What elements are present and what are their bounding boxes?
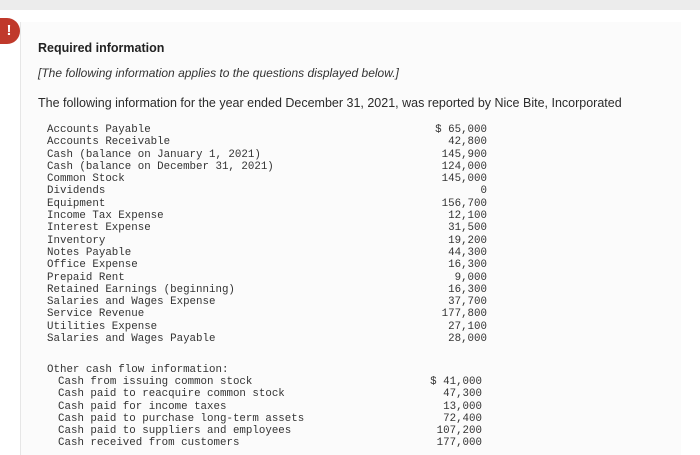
- row-label: Cash paid to purchase long-term assets: [58, 412, 305, 425]
- row-value: 72,400: [443, 412, 482, 425]
- row-label: Cash paid to reacquire common stock: [58, 388, 285, 401]
- row-label: Common Stock: [47, 173, 125, 186]
- table-row: [47, 308, 487, 320]
- row-value: 28,000: [448, 333, 487, 346]
- row-label: Interest Expense: [47, 222, 151, 235]
- table-row: [58, 425, 482, 437]
- row-label: Cash (balance on December 31, 2021): [47, 160, 274, 173]
- table-row: [47, 149, 487, 161]
- row-value: 145,900: [441, 148, 487, 161]
- row-label: Office Expense: [47, 259, 138, 272]
- row-label: Utilities Expense: [47, 320, 158, 333]
- row-value: 9,000: [454, 271, 487, 284]
- table-row: [58, 437, 482, 449]
- table-row: [47, 259, 487, 271]
- row-label: Cash from issuing common stock: [58, 376, 253, 388]
- row-value: 19,200: [448, 234, 487, 247]
- row-value: 145,000: [441, 173, 487, 186]
- table-row: [58, 376, 482, 388]
- row-label: Accounts Payable: [47, 124, 151, 136]
- row-label: Inventory: [47, 234, 106, 247]
- row-value: 16,300: [448, 283, 487, 296]
- row-label: Cash paid to suppliers and employees: [58, 425, 292, 438]
- row-value: 44,300: [448, 246, 487, 259]
- table-row: [58, 413, 482, 425]
- table-row: [47, 284, 487, 296]
- row-label: Salaries and Wages Payable: [47, 333, 216, 346]
- alert-icon: !: [0, 18, 20, 44]
- row-value: 13,000: [443, 400, 482, 413]
- table-row: [47, 124, 487, 136]
- intro-text: The following information for the year ended December 31, 2021, was reported by Nice Bite, Incorporated: [38, 96, 622, 110]
- table-row: [47, 247, 487, 259]
- row-label: Notes Payable: [47, 246, 132, 259]
- table-row: [47, 136, 487, 148]
- table-row: [47, 210, 487, 222]
- row-label: Retained Earnings (beginning): [47, 283, 235, 296]
- table-row: [47, 272, 487, 284]
- table-row: [47, 161, 487, 173]
- row-value: 37,700: [448, 296, 487, 309]
- row-label: Accounts Receivable: [47, 136, 171, 149]
- row-value: $ 65,000: [435, 124, 487, 136]
- table-row: [47, 333, 487, 345]
- row-value: 177,000: [436, 437, 482, 450]
- row-value: 47,300: [443, 388, 482, 401]
- table-row: [47, 185, 487, 197]
- table-row: [47, 235, 487, 247]
- row-value: 156,700: [441, 197, 487, 210]
- row-value: 177,800: [441, 308, 487, 321]
- row-value: 27,100: [448, 320, 487, 333]
- row-value: 124,000: [441, 160, 487, 173]
- table-row: [47, 296, 487, 308]
- info-note: [The following information applies to the questions displayed below.]: [38, 66, 399, 80]
- row-label: Prepaid Rent: [47, 271, 125, 284]
- table-row: [47, 173, 487, 185]
- row-value: 31,500: [448, 222, 487, 235]
- row-value: $ 41,000: [430, 376, 482, 388]
- table-row: [47, 198, 487, 210]
- table-row: [47, 222, 487, 234]
- row-label: Cash received from customers: [58, 437, 240, 450]
- row-value: 12,100: [448, 210, 487, 223]
- table-row: [58, 388, 482, 400]
- row-label: Equipment: [47, 197, 106, 210]
- top-strip: [0, 0, 700, 10]
- row-label: Cash paid for income taxes: [58, 400, 227, 413]
- row-value: 0: [480, 185, 487, 198]
- row-label: Income Tax Expense: [47, 210, 164, 223]
- table-row: [47, 321, 487, 333]
- accounts-table: [47, 124, 487, 345]
- row-label: Dividends: [47, 185, 106, 198]
- row-label: Salaries and Wages Expense: [47, 296, 216, 309]
- page-title: Required information: [38, 41, 165, 55]
- row-value: 16,300: [448, 259, 487, 272]
- row-value: 42,800: [448, 136, 487, 149]
- row-label: Cash (balance on January 1, 2021): [47, 148, 261, 161]
- table-row: [58, 401, 482, 413]
- cash-flow-heading: Other cash flow information:: [47, 364, 229, 376]
- question-content: [20, 22, 681, 455]
- cash-flow-table: [58, 376, 482, 450]
- row-value: 107,200: [436, 425, 482, 438]
- row-label: Service Revenue: [47, 308, 145, 321]
